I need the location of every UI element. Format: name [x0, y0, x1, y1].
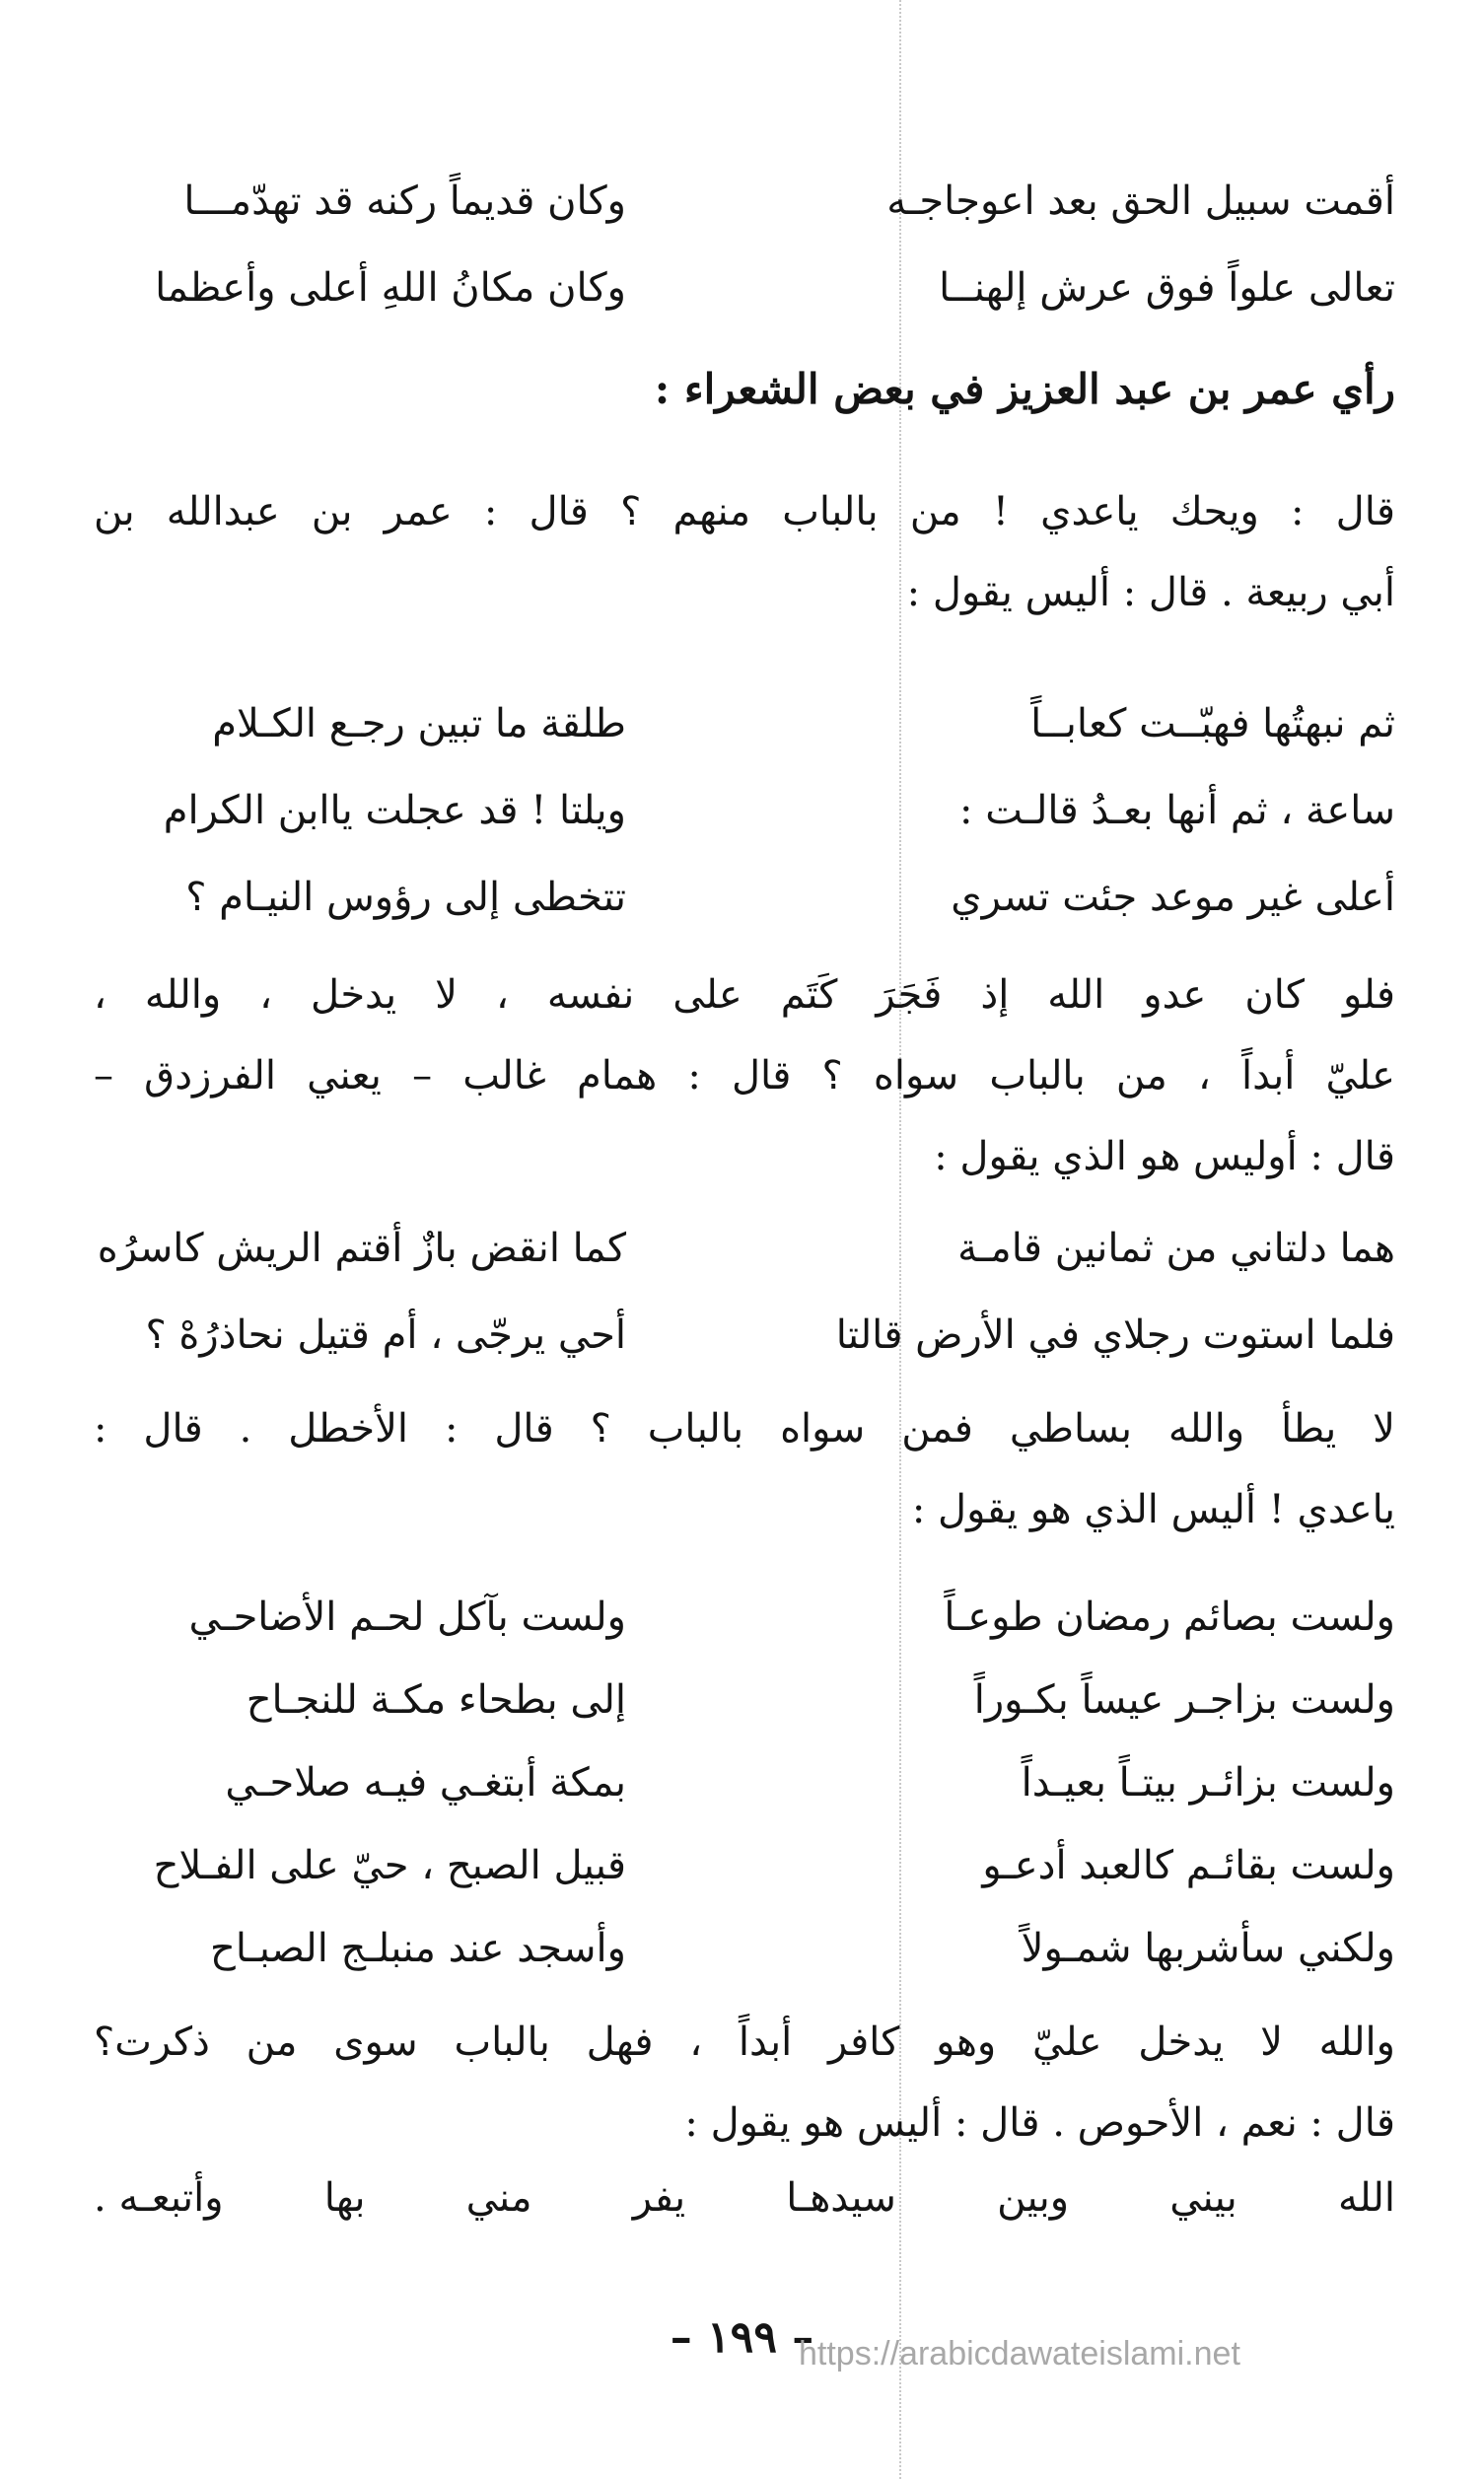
prose-paragraph [94, 955, 1395, 1197]
verse-left-hemistich: إلى بطحاء مكـة للنجـاح [246, 1677, 626, 1723]
verse-left-hemistich: طلقة ما تبين رجـع الكـلام [212, 701, 626, 746]
verse-left-hemistich: وكان قديماً ركنه قد تهدّمـــا [183, 178, 626, 224]
verse-right-hemistich: ثم نبهتُها فهبّــت كعابــاً [1030, 701, 1395, 746]
prose-line: ياعدي ! أليس الذي هو يقول : [911, 1487, 1395, 1532]
prose-line: عليّ أبداً ، من بالباب سواه ؟ قال : همام غالب – يعني الفرزدق – [94, 1053, 1395, 1098]
prose-line: قال : أوليس هو الذي يقول : [934, 1134, 1395, 1179]
verse-right-hemistich: ولست بصائم رمضان طوعـاً [944, 1594, 1395, 1640]
verse-word: وبين [997, 2175, 1070, 2221]
prose-paragraph [94, 1388, 1395, 1550]
verse-word: يفر [632, 2175, 686, 2221]
prose-line: لا يطأ والله بساطي فمن سواه بالباب ؟ قال : الأخطل . قال : [94, 1406, 1395, 1452]
verse-right-hemistich: هما دلتاني من ثمانين قامـة [957, 1226, 1395, 1271]
verse-left-hemistich: وكان مكانُ اللهِ أعلى وأعظما [155, 265, 626, 311]
verse-line-spaced [94, 2155, 1395, 2241]
prose-line: أبي ربيعة . قال : أليس يقول : [906, 570, 1395, 615]
prose-line: قال : نعم ، الأحوص . قال : أليس هو يقول : [684, 2100, 1395, 2146]
section-heading: رأي عمر بن عبد العزيز في بعض الشعراء : [654, 365, 1395, 413]
prose-line: فلو كان عدو الله إذ فَجَرَ كَتَم على نفسه ، لا يدخل ، والله ، [94, 972, 1395, 1018]
prose-paragraph [94, 471, 1395, 633]
verse-word: وأتبعـه . [94, 2175, 224, 2221]
verse-right-hemistich: ولست بزائـر بيتـاً بعيـداً [1021, 1760, 1395, 1806]
prose-line: والله لا يدخل عليّ وهو كافر أبداً ، فهل بالباب سوى من ذكرت؟ [94, 2019, 1395, 2065]
verse-left-hemistich: بمكة أبتغـي فيـه صلاحـي [225, 1760, 626, 1806]
verse-right-hemistich: ساعة ، ثم أنها بعـدُ قالـت : [959, 788, 1395, 833]
verse-left-hemistich: وأسجد عند منبلـج الصبـاح [210, 1926, 626, 1971]
verse-right-hemistich: أقمت سبيل الحق بعد اعوجاجـه [886, 178, 1395, 224]
verse-word: بيني [1169, 2175, 1237, 2221]
verse-word: بها [323, 2175, 366, 2221]
verse-word: الله [1338, 2175, 1395, 2221]
verse-left-hemistich: قبيل الصبح ، حيّ على الفـلاح [153, 1843, 626, 1888]
verse-right-hemistich: ولست بزاجـر عيساً بكـوراً [973, 1677, 1395, 1723]
verse-right-hemistich: أعلى غير موعد جئت تسري [951, 875, 1395, 920]
verse-left-hemistich: أحي يرجّى ، أم قتيل نحاذرُهْ ؟ [145, 1312, 626, 1358]
prose-paragraph [94, 2002, 1395, 2163]
verse-word: سيدهـا [786, 2175, 896, 2221]
verse-left-hemistich: ويلتا ! قد عجلت ياابن الكرام [163, 788, 626, 833]
prose-line: قال : ويحك ياعدي ! من بالباب منهم ؟ قال : عمر بن عبدالله بن [94, 489, 1395, 534]
verse-word: مني [465, 2175, 532, 2221]
verse-left-hemistich: ولست بآكل لحـم الأضاحـي [188, 1594, 626, 1640]
verse-right-hemistich: ولست بقائـم كالعبد أدعـو [982, 1843, 1395, 1888]
verse-right-hemistich: فلما استوت رجلاي في الأرض قالتا [835, 1312, 1395, 1358]
verse-right-hemistich: تعالى علواً فوق عرش إلهنــا [939, 265, 1395, 311]
watermark-url: https://arabicdawateislami.net [799, 2335, 1240, 2373]
verse-left-hemistich: تتخطى إلى رؤوس النيـام ؟ [185, 875, 626, 920]
verse-left-hemistich: كما انقض بازٌ أقتم الريش كاسرُه [97, 1226, 626, 1271]
page-number: – ١٩٩ – [670, 2312, 814, 2363]
verse-right-hemistich: ولكني سأشربها شمـولاً [1021, 1926, 1395, 1971]
